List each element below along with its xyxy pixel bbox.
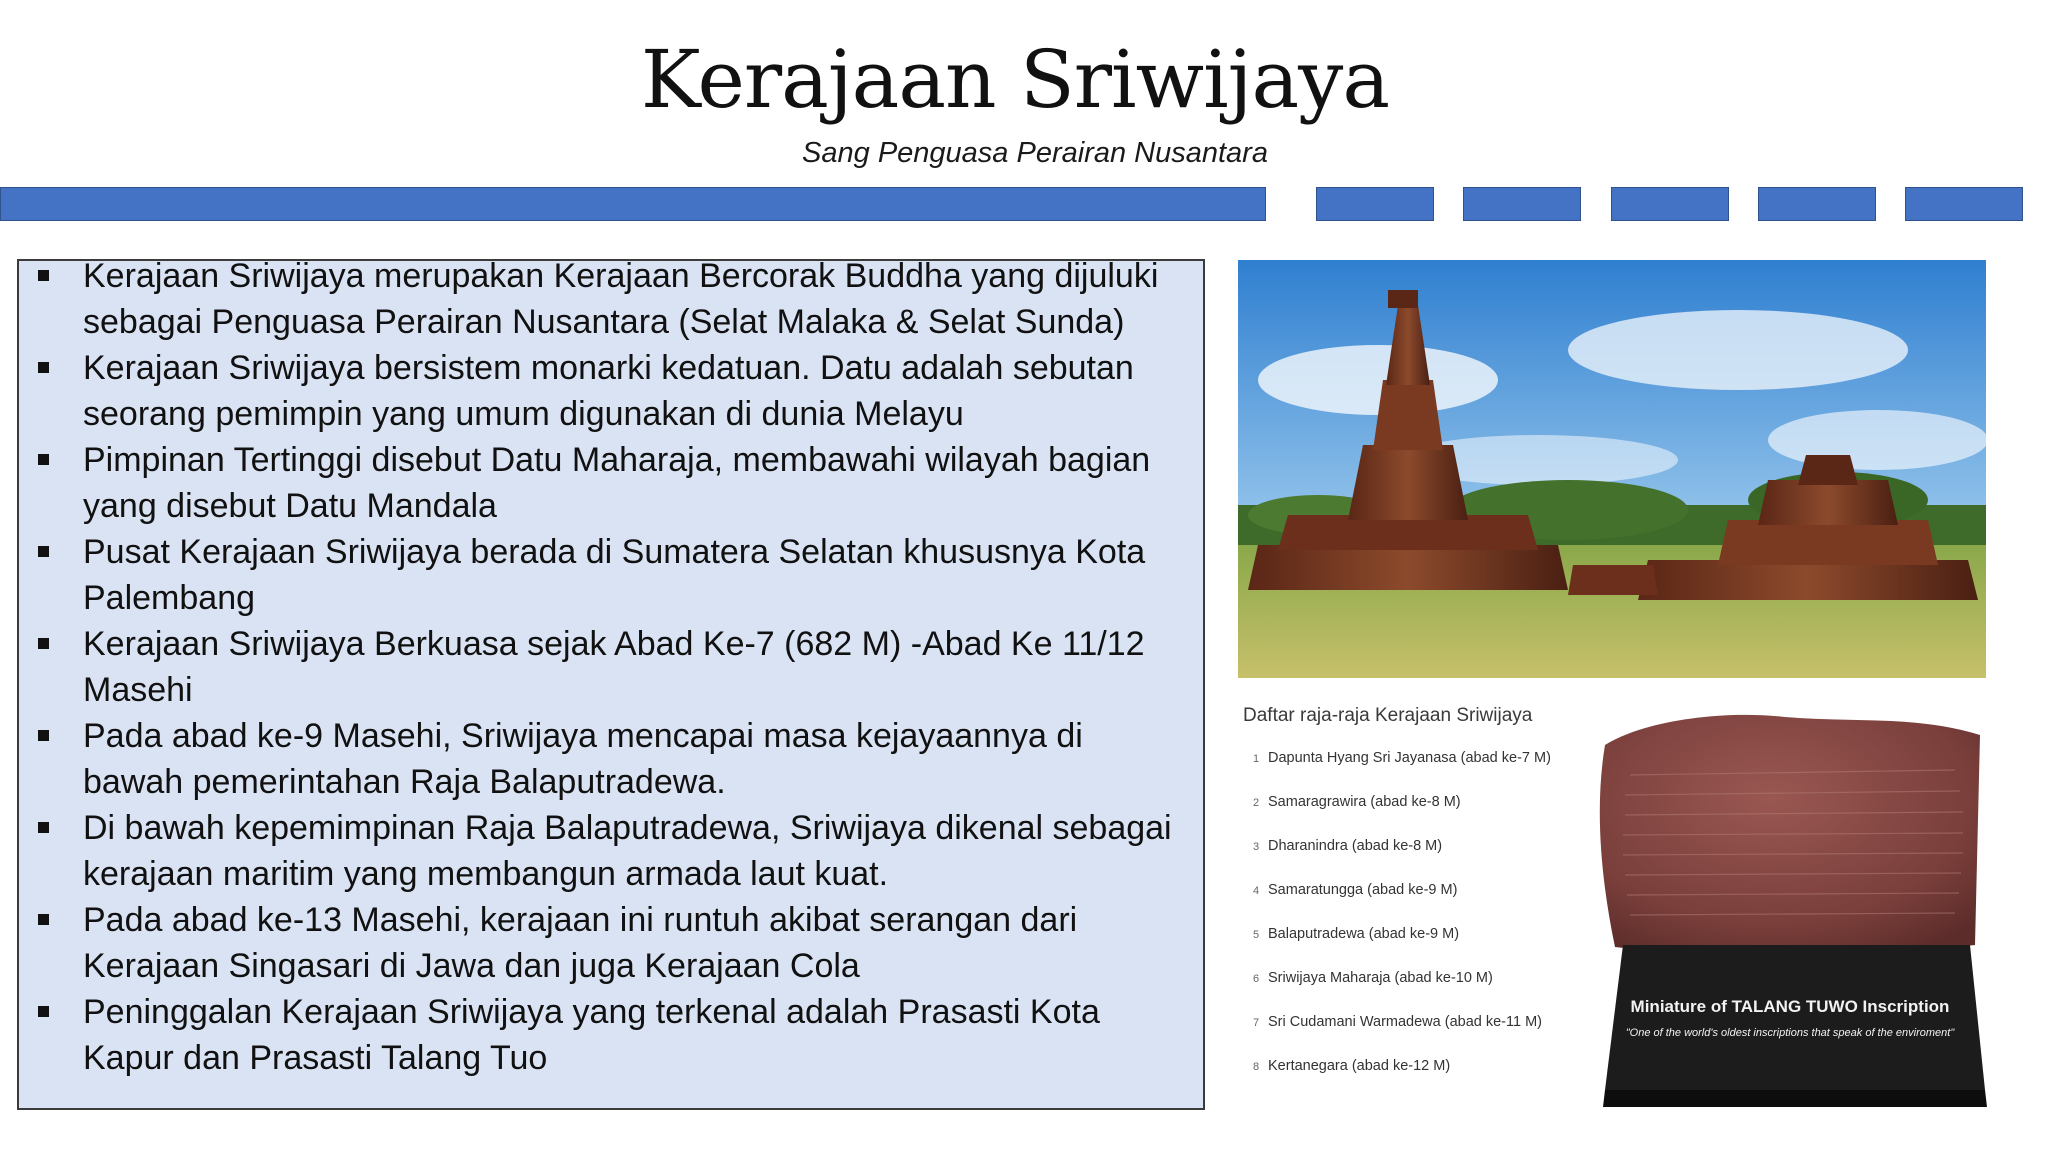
bullet-text: Pusat Kerajaan Sriwijaya berada di Sumatera Selatan khususnya Kota Palembang (83, 533, 1146, 617)
kings-list-name: Kertanegara (abad ke-12 M) (1268, 1058, 1451, 1074)
inscription-photo (1585, 695, 1995, 1110)
bullet-text: Kerajaan Sriwijaya bersistem monarki kedatuan. Datu adalah sebutan seorang pemimpin yang umum digunakan di dunia Melayu (83, 349, 1134, 433)
kings-list-number: 4 (1253, 885, 1260, 897)
kings-list-title: Daftar raja-raja Kerajaan Sriwijaya (1243, 705, 1533, 726)
kings-list-number: 3 (1253, 841, 1260, 853)
bullet-marker-icon (38, 454, 49, 465)
kings-list-item (1253, 882, 1551, 926)
kings-list-name: Dapunta Hyang Sri Jayanasa (abad ke-7 M) (1268, 750, 1551, 766)
bullet-marker-icon (38, 362, 49, 373)
header-bar-long (0, 187, 1266, 221)
kings-list-name: Samaratungga (abad ke-9 M) (1268, 882, 1458, 898)
bullet-marker-icon (38, 730, 49, 741)
content-textbox (17, 259, 1205, 1110)
kings-list-item (1253, 750, 1551, 794)
kings-list-item (1253, 794, 1551, 838)
slide-title: Kerajaan Sriwijaya (640, 33, 1390, 126)
bullet-item (19, 897, 1203, 989)
kings-list (1253, 750, 1551, 1102)
kings-list-item (1253, 1014, 1551, 1058)
kings-list-name: Sri Cudamani Warmadewa (abad ke-11 M) (1268, 1014, 1542, 1030)
kings-list-name: Sriwijaya Maharaja (abad ke-10 M) (1268, 970, 1493, 986)
kings-list-number: 7 (1253, 1017, 1260, 1029)
kings-list-number: 5 (1253, 929, 1260, 941)
bullet-marker-icon (38, 1006, 49, 1017)
bullet-item (19, 713, 1203, 805)
bullet-item (19, 259, 1203, 345)
kings-list-name: Balaputradewa (abad ke-9 M) (1268, 926, 1460, 942)
bullet-item (19, 621, 1203, 713)
bullet-item (19, 345, 1203, 437)
kings-list-name: Dharanindra (abad ke-8 M) (1268, 838, 1443, 854)
kings-list-item (1253, 1058, 1551, 1102)
bullet-text: Kerajaan Sriwijaya Berkuasa sejak Abad Ke-7 (682 M) -Abad Ke 11/12 Masehi (83, 625, 1145, 709)
kings-list-panel (1238, 700, 1588, 1100)
kings-list-number: 6 (1253, 973, 1260, 985)
header-bar-block (1463, 187, 1581, 221)
inscription-plaque-caption: "One of the world's oldest inscriptions that speak of the enviroment" (1625, 1027, 1955, 1039)
kings-list-number: 2 (1253, 797, 1260, 809)
bullet-item (19, 529, 1203, 621)
bullet-text: Pimpinan Tertinggi disebut Datu Maharaja, membawahi wilayah bagian yang disebut Datu Mandala (83, 441, 1151, 525)
kings-list-number: 8 (1253, 1061, 1260, 1073)
header-bar-block (1758, 187, 1876, 221)
kings-list-item (1253, 970, 1551, 1014)
kings-list-name: Samaragrawira (abad ke-8 M) (1268, 794, 1461, 810)
bullet-marker-icon (38, 270, 49, 281)
bullet-text: Pada abad ke-13 Masehi, kerajaan ini runtuh akibat serangan dari Kerajaan Singasari di Jawa dan juga Kerajaan Cola (83, 901, 1078, 985)
bullet-list (19, 259, 1203, 1081)
bullet-marker-icon (38, 914, 49, 925)
bullet-text: Peninggalan Kerajaan Sriwijaya yang terkenal adalah Prasasti Kota Kapur dan Prasasti Talang Tuo (83, 993, 1100, 1077)
slide-subtitle: Sang Penguasa Perairan Nusantara (802, 137, 1268, 169)
bullet-text: Di bawah kepemimpinan Raja Balaputradewa, Sriwijaya dikenal sebagai kerajaan maritim yang membangun armada laut kuat. (83, 809, 1172, 893)
bullet-marker-icon (38, 546, 49, 557)
inscription-plaque-title: Miniature of TALANG TUWO Inscription (1630, 997, 1950, 1016)
header-bar-block (1905, 187, 2023, 221)
bullet-text: Pada abad ke-9 Masehi, Sriwijaya mencapai masa kejayaannya di bawah pemerintahan Raja Balaputradewa. (83, 717, 1083, 801)
bullet-marker-icon (38, 638, 49, 649)
kings-list-item (1253, 838, 1551, 882)
header-bar-block (1611, 187, 1729, 221)
bullet-item (19, 989, 1203, 1081)
bullet-item (19, 437, 1203, 529)
header-bar-block (1316, 187, 1434, 221)
bullet-text: Kerajaan Sriwijaya merupakan Kerajaan Bercorak Buddha yang dijuluki sebagai Penguasa Perairan Nusantara (Selat Malaka & Selat Sunda) (83, 259, 1159, 341)
kings-list-number: 1 (1253, 753, 1260, 765)
bullet-marker-icon (38, 822, 49, 833)
temple-photo (1238, 260, 1986, 678)
kings-list-item (1253, 926, 1551, 970)
bullet-item (19, 805, 1203, 897)
